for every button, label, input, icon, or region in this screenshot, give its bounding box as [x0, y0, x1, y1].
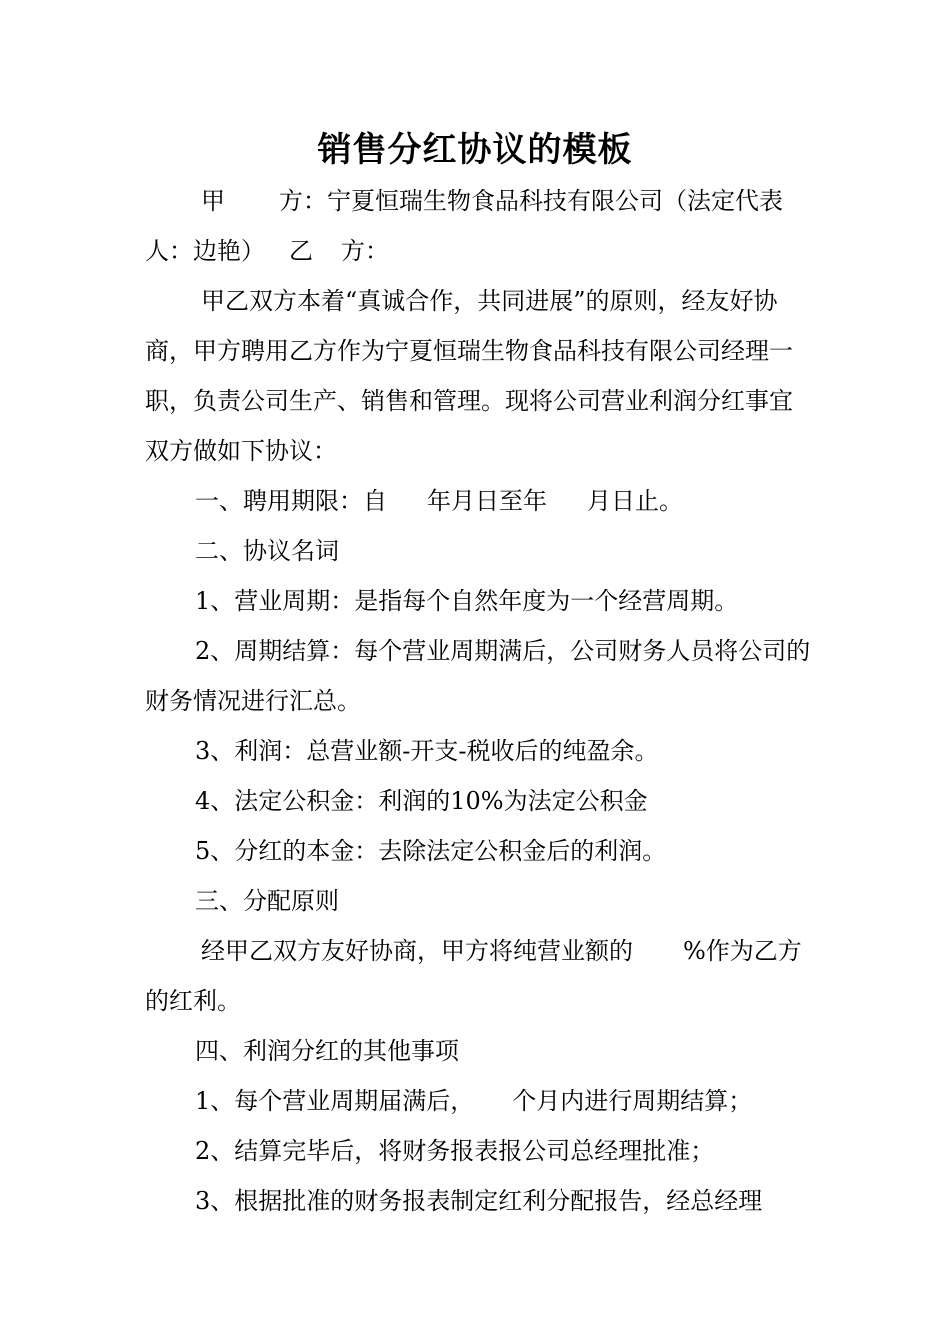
intro-paragraph: 甲乙双方本着“真诚合作，共同进展”的原则，经友好协商，甲方聘用乙方作为宁夏恒瑞生物食品科技有限公司经理一职，负责公司生产、销售和管理。现将公司营业利润分红事宜双方做如下协议： [145, 287, 793, 465]
section-heading: 二、协议名词 [195, 537, 339, 565]
term-line [145, 476, 811, 526]
definition-item: 3、利润：总营业额-开支-税收后的纯盈余。 [195, 737, 659, 765]
term-end: 月日止。 [587, 487, 683, 515]
definition-item: 5、分红的本金：去除法定公积金后的利润。 [195, 837, 667, 865]
list-item: 2、结算完毕后，将财务报表报公司总经理批准； [195, 1137, 715, 1165]
definition-item: 1、营业周期：是指每个自然年度为一个经营周期。 [195, 587, 739, 615]
party-a-info: 方：宁夏恒瑞生物食品科技有限公司（法定代表人：边艳） [145, 187, 783, 265]
party-b-info: 方： [341, 237, 389, 265]
definition-item: 4、法定公积金：利润的10%为法定公积金 [195, 787, 648, 815]
list-item [145, 1076, 811, 1126]
item-text: 1、每个营业周期届满后， [195, 1087, 475, 1115]
party-line [145, 176, 811, 276]
definition-item: 2、周期结算：每个营业周期满后，公司财务人员将公司的财务情况进行汇总。 [145, 637, 811, 715]
principle-text: 经甲乙双方友好协商，甲方将纯营业额的 [201, 937, 633, 965]
section-heading: 四、利润分红的其他事项 [195, 1037, 459, 1065]
principle-paragraph [145, 926, 811, 1026]
term-from: 自 [363, 487, 387, 515]
principle-tail: %作为乙方的红利。 [145, 937, 802, 1015]
item-tail: 个月内进行周期结算； [512, 1087, 753, 1115]
section-heading: 三、分配原则 [195, 887, 339, 915]
term-label: 一、聘用期限： [195, 487, 363, 515]
document-body [145, 176, 811, 1226]
party-b-label: 乙 [289, 237, 313, 265]
party-a-label: 甲 [201, 187, 225, 215]
term-mid: 年月日至年 [427, 487, 547, 515]
list-item: 3、根据批准的财务报表制定红利分配报告，经总经理 [195, 1187, 763, 1215]
document-title: 销售分红协议的模板 [317, 130, 633, 170]
